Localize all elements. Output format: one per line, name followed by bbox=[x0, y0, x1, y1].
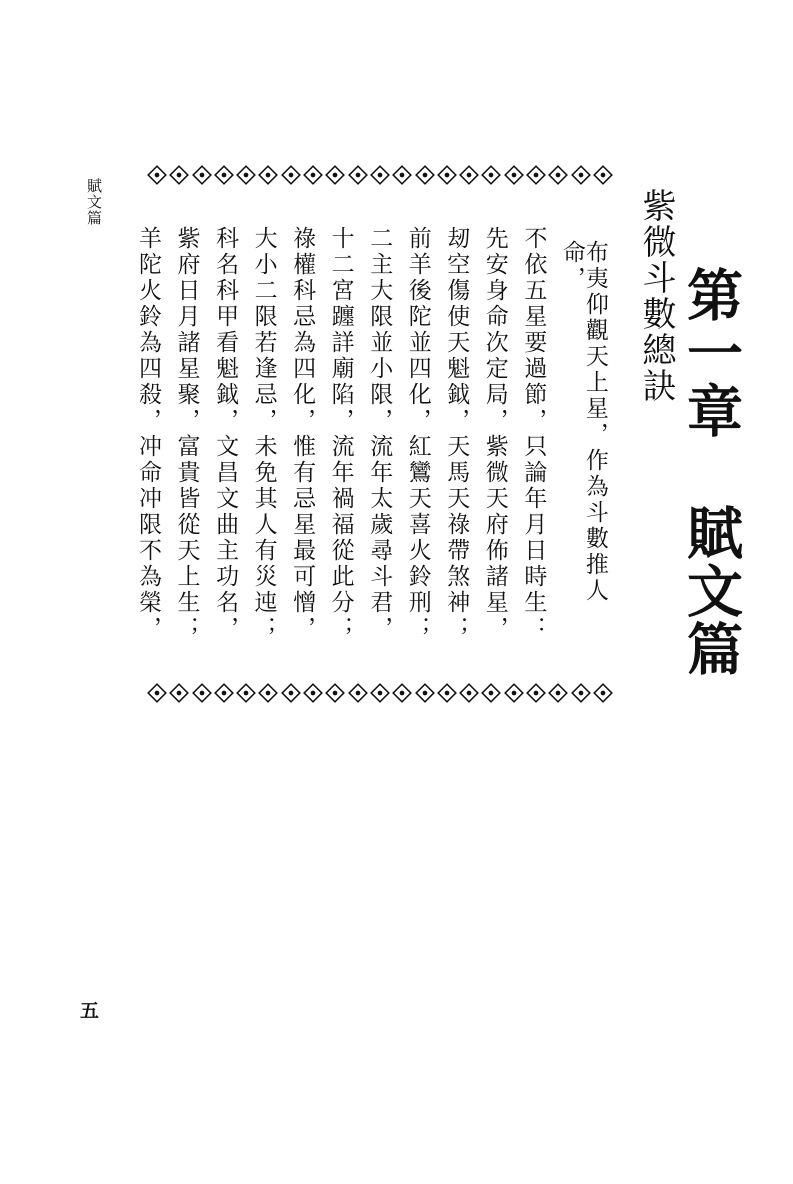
ornament-icon bbox=[459, 683, 479, 703]
ornament-icon bbox=[214, 683, 234, 703]
ornament-icon bbox=[325, 165, 345, 185]
chapter-title bbox=[671, 266, 751, 678]
ornament-icon bbox=[415, 165, 435, 185]
ornament-icon bbox=[571, 683, 591, 703]
section-title: 紫微斗數總訣 bbox=[636, 188, 676, 404]
ornament-icon bbox=[147, 683, 167, 703]
ornament-icon bbox=[437, 683, 457, 703]
ornamental-border-bottom bbox=[148, 682, 612, 704]
verse-line: 前羊後陀並四化，紅鸞天喜火鈴刑； bbox=[404, 226, 431, 642]
verse-line: 大小二限若逢忌，未免其人有災迍； bbox=[250, 226, 277, 642]
verse-line: 祿權科忌為四化，惟有忌星最可憎， bbox=[289, 226, 316, 642]
ornamental-border-top bbox=[148, 164, 612, 186]
verse-line: 不依五星要過節，只論年月日時生： bbox=[520, 226, 547, 642]
ornament-icon bbox=[236, 165, 256, 185]
verse-line: 布夷仰觀天上星，作為斗數推人命， bbox=[558, 240, 608, 604]
chapter-number-label: 第一章 bbox=[678, 266, 744, 440]
ornament-icon bbox=[348, 683, 368, 703]
verse-line: 紫府日月諸星聚，富貴皆從天上生； bbox=[173, 226, 200, 642]
ornament-icon bbox=[281, 165, 301, 185]
ornament-icon bbox=[348, 165, 368, 185]
ornament-icon bbox=[415, 683, 435, 703]
verse-line: 十二宮躔詳廟陷，流年禍福從此分； bbox=[327, 226, 354, 642]
verse-line: 科名科甲看魁鉞，文昌文曲主功名， bbox=[212, 226, 239, 642]
ornament-icon bbox=[482, 683, 502, 703]
ornament-icon bbox=[571, 165, 591, 185]
ornament-icon bbox=[548, 165, 568, 185]
ornament-icon bbox=[437, 165, 457, 185]
ornament-icon bbox=[303, 683, 323, 703]
ornament-icon bbox=[392, 165, 412, 185]
ornament-icon bbox=[325, 683, 345, 703]
ornament-icon bbox=[459, 165, 479, 185]
ornament-icon bbox=[303, 165, 323, 185]
ornament-icon bbox=[147, 165, 167, 185]
ornament-icon bbox=[504, 165, 524, 185]
running-head: 賦文篇 bbox=[85, 178, 103, 226]
ornament-icon bbox=[526, 683, 546, 703]
ornament-icon bbox=[192, 683, 212, 703]
ornament-icon bbox=[482, 165, 502, 185]
ornament-icon bbox=[548, 683, 568, 703]
ornament-icon bbox=[526, 165, 546, 185]
ornament-icon bbox=[214, 165, 234, 185]
ornament-icon bbox=[392, 683, 412, 703]
ornament-icon bbox=[504, 683, 524, 703]
ornament-icon bbox=[593, 683, 613, 703]
ornament-icon bbox=[593, 165, 613, 185]
ornament-icon bbox=[281, 683, 301, 703]
ornament-icon bbox=[236, 683, 256, 703]
ornament-icon bbox=[169, 165, 189, 185]
verse-line: 二主大限並小限，流年太歲尋斗君， bbox=[366, 226, 393, 642]
ornament-icon bbox=[259, 165, 279, 185]
ornament-icon bbox=[192, 165, 212, 185]
verse-line: 先安身命次定局，紫微天府佈諸星， bbox=[481, 226, 508, 642]
verse-line: 刼空傷使天魁鉞，天馬天祿帶煞神； bbox=[443, 226, 470, 642]
ornament-icon bbox=[169, 683, 189, 703]
ornament-icon bbox=[259, 683, 279, 703]
ornament-icon bbox=[370, 683, 390, 703]
verse-line: 羊陀火鈴為四殺，冲命冲限不為榮， bbox=[135, 226, 161, 642]
page-number: 五 bbox=[80, 1000, 100, 1022]
chapter-name: 賦文篇 bbox=[678, 504, 744, 678]
ornament-icon bbox=[370, 165, 390, 185]
verse-block bbox=[136, 226, 606, 646]
